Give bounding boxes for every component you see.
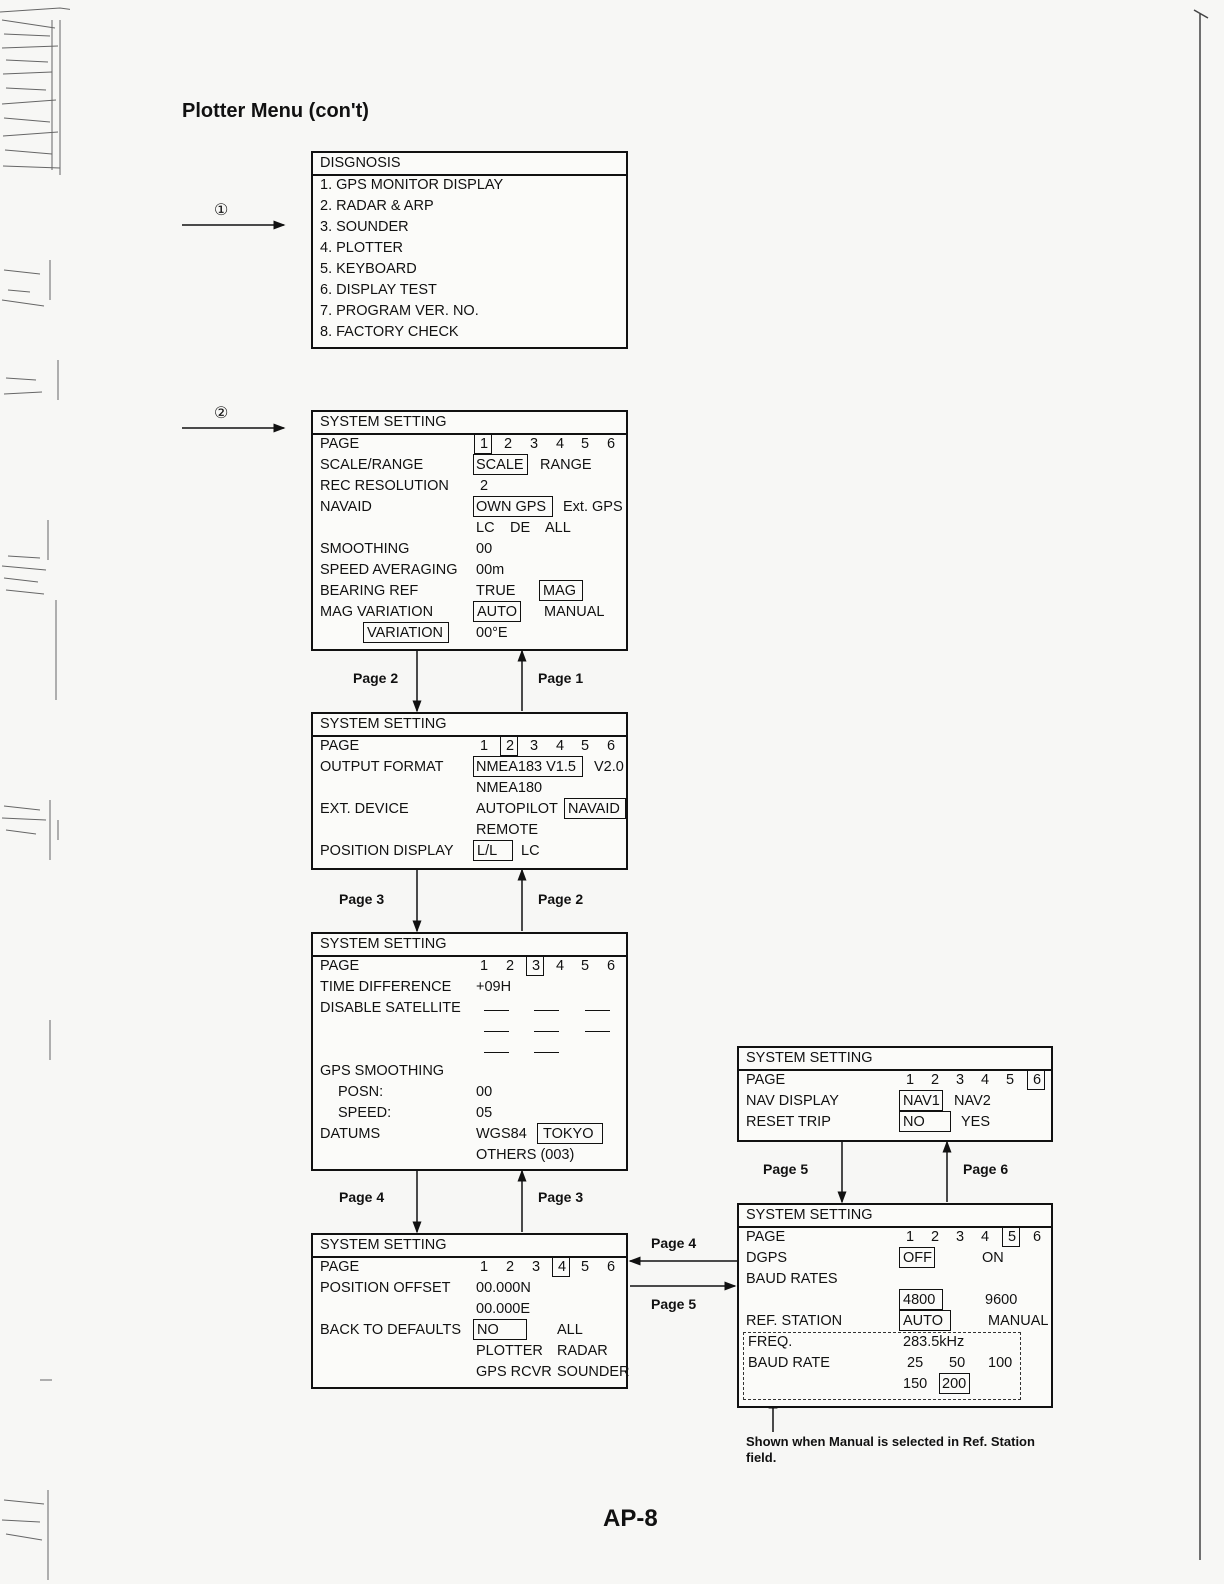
p1-page-2[interactable]: 2 [504,436,513,452]
p3-row-disable-satellite: DISABLE SATELLITE [320,1000,461,1016]
p1-speed-avg-value[interactable]: 00m [476,562,505,578]
p1-manual-option[interactable]: MANUAL [544,604,605,620]
p4-page-4[interactable]: 4 [558,1259,567,1275]
p6-page-6[interactable]: 6 [1033,1072,1042,1088]
p6-page-selected-frame [1027,1070,1045,1090]
diagnosis-item-4[interactable]: 4. PLOTTER [320,240,403,256]
p1-row-bearing-ref: BEARING REF [320,583,419,599]
p4-header: SYSTEM SETTING [313,1235,626,1258]
p3-page-3[interactable]: 3 [532,958,541,974]
p1-page-4[interactable]: 4 [556,436,565,452]
p6-nav2-option[interactable]: NAV2 [954,1093,991,1109]
p2-v20-option[interactable]: V2.0 [594,759,624,775]
satellite-slot[interactable] [534,1052,559,1053]
p5-off-frame [899,1247,935,1268]
p5-page-selected-frame [1002,1227,1020,1247]
p4-radar-option[interactable]: RADAR [557,1343,608,1359]
p6-page-5[interactable]: 5 [1006,1072,1015,1088]
p5-on-option[interactable]: ON [982,1250,1004,1266]
system-setting-page-5 [737,1203,1053,1408]
page-title: Plotter Menu (con't) [182,100,369,122]
p1-mag-frame [539,580,583,601]
p5-page-3[interactable]: 3 [956,1229,965,1245]
satellite-slot[interactable] [484,1052,509,1053]
p1-ext-gps-option[interactable]: Ext. GPS [563,499,623,515]
marker-2: ② [214,405,229,422]
p2-nmea183-frame [473,756,583,777]
p1-row-page: PAGE [320,436,360,452]
p4-row-page: PAGE [320,1259,360,1275]
p5-4800-frame [899,1289,943,1310]
p2-navaid-option[interactable]: NAVAID [568,801,620,817]
link-to-page-4[interactable]: Page 4 [651,1235,697,1251]
p5-rate-200-frame [939,1373,970,1394]
satellite-slot[interactable] [484,1010,509,1011]
p3-wgs84-option[interactable]: WGS84 [476,1126,527,1142]
p2-header: SYSTEM SETTING [313,714,626,737]
system-setting-page-3 [311,932,628,1171]
p1-auto-option[interactable]: AUTO [477,604,518,620]
p5-header: SYSTEM SETTING [739,1205,1051,1228]
link-p1-down[interactable]: Page 2 [353,670,399,686]
system-setting-page-1 [311,410,628,651]
p2-lc-option[interactable]: LC [521,843,540,859]
p3-page-1[interactable]: 1 [480,958,489,974]
p5-rate-100[interactable]: 100 [988,1355,1013,1371]
p4-page-2[interactable]: 2 [506,1259,515,1275]
p5-page-1[interactable]: 1 [906,1229,915,1245]
p6-row-page: PAGE [746,1072,786,1088]
p5-row-page: PAGE [746,1229,786,1245]
p2-ll-frame [473,840,513,861]
p4-plotter-option[interactable]: PLOTTER [476,1343,543,1359]
p5-row-freq: FREQ. [748,1334,793,1350]
system-setting-page-4 [311,1233,628,1389]
p1-page-5[interactable]: 5 [581,436,590,452]
satellite-slot[interactable] [534,1010,559,1011]
link-p3-up[interactable]: Page 3 [538,1189,584,1205]
link-p2-up[interactable]: Page 2 [538,891,584,907]
p1-page-1[interactable]: 1 [480,436,489,452]
p3-page-6[interactable]: 6 [607,958,616,974]
p1-header: SYSTEM SETTING [313,412,626,435]
p1-row-mag-variation: MAG VARIATION [320,604,434,620]
link-p6-down[interactable]: Page 5 [763,1161,809,1177]
p3-page-2[interactable]: 2 [506,958,515,974]
p2-page-selected-frame [500,736,518,756]
p1-row-rec-resolution: REC RESOLUTION [320,478,449,494]
diagnosis-item-8[interactable]: 8. FACTORY CHECK [320,324,459,340]
p5-row-dgps: DGPS [746,1250,788,1266]
p1-rec-resolution-value[interactable]: 2 [480,478,489,494]
p2-row-page: PAGE [320,738,360,754]
p3-tokyo-option[interactable]: TOKYO [543,1126,594,1142]
p5-auto-option[interactable]: AUTO [903,1313,944,1329]
diagnosis-item-6[interactable]: 6. DISPLAY TEST [320,282,437,298]
p1-page-selected-frame [474,434,492,454]
p6-no-option[interactable]: NO [903,1114,925,1130]
p1-lc-option[interactable]: LC [476,520,495,536]
p2-nmea180-option[interactable]: NMEA180 [476,780,543,796]
p5-row-baud-rate: BAUD RATE [748,1355,830,1371]
p1-page-6[interactable]: 6 [607,436,616,452]
diagnosis-item-5[interactable]: 5. KEYBOARD [320,261,417,277]
satellite-slot[interactable] [585,1031,610,1032]
system-setting-page-2 [311,712,628,870]
p2-ll-option[interactable]: L/L [477,843,498,859]
p1-own-gps-frame [473,496,553,517]
p3-time-diff-value[interactable]: +09H [476,979,512,995]
p3-speed-value[interactable]: 05 [476,1105,493,1121]
p1-range-option[interactable]: RANGE [540,457,592,473]
p1-own-gps-option[interactable]: OWN GPS [476,499,547,515]
p4-all-option[interactable]: ALL [557,1322,583,1338]
p3-row-gps-smoothing: GPS SMOOTHING [320,1063,445,1079]
p1-row-smoothing: SMOOTHING [320,541,410,557]
p6-nav1-option[interactable]: NAV1 [903,1093,940,1109]
p6-page-4[interactable]: 4 [981,1072,990,1088]
p3-row-posn: POSN: [338,1084,384,1100]
p5-rate-25[interactable]: 25 [907,1355,924,1371]
p6-yes-option[interactable]: YES [961,1114,991,1130]
p2-row-ext-device: EXT. DEVICE [320,801,409,817]
p4-page-6[interactable]: 6 [607,1259,616,1275]
p4-row-position-offset: POSITION OFFSET [320,1280,451,1296]
p5-auto-frame [899,1310,951,1331]
p4-page-selected-frame [552,1257,570,1277]
p5-page-5[interactable]: 5 [1008,1229,1017,1245]
diagnosis-item-2[interactable]: 2. RADAR & ARP [320,198,434,214]
p4-no-option[interactable]: NO [477,1322,499,1338]
p1-smoothing-value[interactable]: 00 [476,541,493,557]
p4-lon-offset-value[interactable]: 00.000E [476,1301,531,1317]
p1-variation-button[interactable]: VARIATION [367,625,443,641]
p3-others-option[interactable]: OTHERS (003) [476,1147,575,1163]
link-p1-up[interactable]: Page 1 [538,670,584,686]
link-to-page-5[interactable]: Page 5 [651,1296,697,1312]
p5-rate-200[interactable]: 200 [942,1376,967,1392]
p2-page-5[interactable]: 5 [581,738,590,754]
p6-header: SYSTEM SETTING [739,1048,1051,1071]
link-p3-down[interactable]: Page 4 [339,1189,385,1205]
p3-page-4[interactable]: 4 [556,958,565,974]
p1-row-scale-range: SCALE/RANGE [320,457,424,473]
p3-row-page: PAGE [320,958,360,974]
p3-page-5[interactable]: 5 [581,958,590,974]
p2-page-1[interactable]: 1 [480,738,489,754]
p4-page-5[interactable]: 5 [581,1259,590,1275]
p5-page-6[interactable]: 6 [1033,1229,1042,1245]
p4-row-back-to-defaults: BACK TO DEFAULTS [320,1322,462,1338]
p4-no-frame [473,1319,527,1340]
p6-nav1-frame [899,1090,943,1111]
p5-rate-50[interactable]: 50 [949,1355,966,1371]
p5-freq-value[interactable]: 283.5kHz [903,1334,965,1350]
link-p6-up[interactable]: Page 6 [963,1161,1009,1177]
p1-variation-value[interactable]: 00°E [476,625,508,641]
p1-row-speed-averaging: SPEED AVERAGING [320,562,458,578]
p4-page-3[interactable]: 3 [532,1259,541,1275]
p2-page-4[interactable]: 4 [556,738,565,754]
p5-row-ref-station: REF. STATION [746,1313,843,1329]
p3-row-datums: DATUMS [320,1126,381,1142]
p5-9600-option[interactable]: 9600 [985,1292,1018,1308]
p1-scale-frame [473,454,528,475]
p2-autopilot-option[interactable]: AUTOPILOT [476,801,558,817]
p3-tokyo-frame [537,1123,603,1144]
p1-variation-frame [363,622,449,643]
p2-row-output-format: OUTPUT FORMAT [320,759,444,775]
p3-row-speed: SPEED: [338,1105,392,1121]
p3-page-selected-frame [526,956,544,976]
satellite-slot[interactable] [484,1031,509,1032]
diagnosis-item-3[interactable]: 3. SOUNDER [320,219,409,235]
satellite-slot[interactable] [585,1010,610,1011]
p3-header: SYSTEM SETTING [313,934,626,957]
p5-row-baud-rates: BAUD RATES [746,1271,838,1287]
diagnosis-item-7[interactable]: 7. PROGRAM VER. NO. [320,303,479,319]
marker-1: ① [214,202,229,219]
p6-page-2[interactable]: 2 [931,1072,940,1088]
p1-mag-option[interactable]: MAG [543,583,577,599]
system-setting-page-6 [737,1046,1053,1142]
p1-all-option[interactable]: ALL [545,520,571,536]
p2-nmea183-option[interactable]: NMEA183 V1.5 [476,759,576,775]
p6-row-reset-trip: RESET TRIP [746,1114,831,1130]
diagnosis-item-1[interactable]: 1. GPS MONITOR DISPLAY [320,177,504,193]
p4-page-1[interactable]: 1 [480,1259,489,1275]
p6-row-nav-display: NAV DISPLAY [746,1093,839,1109]
satellite-slot[interactable] [534,1031,559,1032]
p5-off-option[interactable]: OFF [903,1250,932,1266]
p1-auto-frame [473,601,521,622]
diagnosis-header: DISGNOSIS [313,153,626,176]
p5-rate-150[interactable]: 150 [903,1376,928,1392]
link-p2-down[interactable]: Page 3 [339,891,385,907]
page-number: AP-8 [603,1505,658,1532]
p2-row-position-display: POSITION DISPLAY [320,843,454,859]
p6-no-frame [899,1111,951,1132]
manual-field-note: Shown when Manual is selected in Ref. Station field. [746,1434,1035,1465]
p4-lat-offset-value[interactable]: 00.000N [476,1280,531,1296]
p1-de-option[interactable]: DE [510,520,531,536]
p3-row-time-difference: TIME DIFFERENCE [320,979,452,995]
p3-posn-value[interactable]: 00 [476,1084,493,1100]
p4-gps-rcvr-option[interactable]: GPS RCVR [476,1364,552,1380]
p2-page-2[interactable]: 2 [506,738,515,754]
p6-page-3[interactable]: 3 [956,1072,965,1088]
p2-navaid-frame [564,798,626,819]
p6-page-1[interactable]: 1 [906,1072,915,1088]
p5-page-4[interactable]: 4 [981,1229,990,1245]
p5-page-2[interactable]: 2 [931,1229,940,1245]
p2-remote-option[interactable]: REMOTE [476,822,539,838]
p1-page-3[interactable]: 3 [530,436,539,452]
diagnosis-menu [311,151,628,349]
p5-manual-option[interactable]: MANUAL [988,1313,1049,1329]
p1-scale-option[interactable]: SCALE [476,457,524,473]
p2-page-3[interactable]: 3 [530,738,539,754]
p4-sounder-option[interactable]: SOUNDER [557,1364,630,1380]
p1-true-option[interactable]: TRUE [476,583,516,599]
p2-page-6[interactable]: 6 [607,738,616,754]
p5-4800-option[interactable]: 4800 [903,1292,936,1308]
p1-row-navaid: NAVAID [320,499,372,515]
